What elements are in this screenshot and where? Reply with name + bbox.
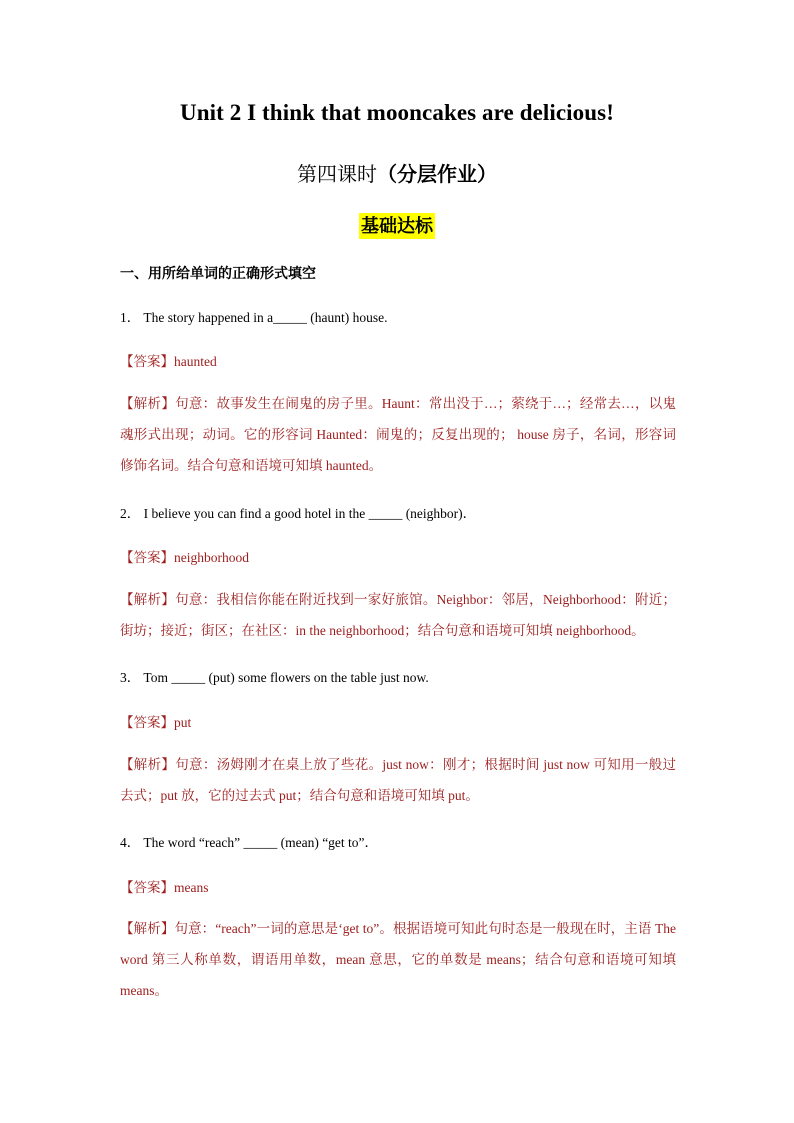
- level-badge-row: [0, 213, 794, 239]
- question-number: 4．: [120, 835, 141, 850]
- answer-blank: _____: [368, 506, 403, 521]
- explanation-label: 【解析】: [120, 921, 175, 936]
- question-number: 1．: [120, 310, 141, 325]
- document-title: Unit 2 I think that mooncakes are delicious!: [180, 100, 614, 125]
- answer-blank: _____: [273, 310, 307, 325]
- lesson-subtitle: [0, 158, 794, 187]
- explanation-label: 【解析】: [120, 757, 176, 772]
- answer-2: [120, 546, 249, 566]
- level-badge: 基础达标: [359, 213, 435, 239]
- question-text-before: The story happened in a: [143, 310, 274, 325]
- answer-value: haunted: [174, 354, 217, 369]
- question-text-after: (put) some flowers on the table just now.: [205, 670, 429, 685]
- question-4: [120, 831, 378, 851]
- explanation-1: [120, 388, 676, 481]
- question-number: 2．: [120, 506, 141, 521]
- explanation-4: [120, 913, 676, 1006]
- question-text-before: I believe you can find a good hotel in the: [143, 506, 369, 521]
- answer-blank: _____: [243, 835, 278, 850]
- question-2: [120, 502, 476, 522]
- answer-value: put: [174, 715, 192, 730]
- section-heading: 一、用所给单词的正确形式填空: [120, 267, 316, 282]
- answer-value: neighborhood: [174, 550, 249, 565]
- question-1: [120, 306, 387, 326]
- question-text-before: Tom: [143, 670, 172, 685]
- answer-label: 【答案】: [120, 715, 174, 730]
- explanation-text: 句意：“reach”一词的意思是‘get to”。根据语境可知此句时态是一般现在时，主语 The word 第三人称单数，谓语用单数，mean 意思，它的单数是 means；结合句意和语境可知填 means。: [120, 921, 677, 998]
- question-text-after: (mean) “get to”．: [277, 835, 379, 850]
- explanation-text: 句意：汤姆刚才在桌上放了些花。just now：刚才；根据时间 just now 可知用一般过去式；put 放，它的过去式 put；结合句意和语境可知填 put。: [120, 757, 677, 803]
- explanation-label: 【解析】: [120, 396, 176, 411]
- answer-label: 【答案】: [120, 550, 174, 565]
- answer-value: means: [174, 880, 209, 895]
- explanation-text: 句意：故事发生在闹鬼的房子里。Haunt：常出没于…；萦绕于…；经常去…，以鬼魂形式出现；动词。它的形容词 Haunted：闹鬼的；反复出现的； house 房子，名词，形容词修饰名词。结合句意和语境可知填 haunted。: [120, 396, 677, 473]
- question-text-after: (neighbor)．: [402, 506, 477, 521]
- answer-3: [120, 711, 191, 731]
- answer-1: [120, 350, 217, 370]
- explanation-2: [120, 584, 676, 646]
- answer-label: 【答案】: [120, 880, 174, 895]
- question-3: [120, 666, 429, 686]
- question-text-after: (haunt) house.: [306, 310, 388, 325]
- question-number: 3．: [120, 670, 141, 685]
- answer-4: [120, 876, 209, 896]
- answer-label: 【答案】: [120, 354, 174, 369]
- subtitle-lesson-number: 第四课时: [297, 164, 377, 186]
- explanation-label: 【解析】: [120, 592, 176, 607]
- subtitle-homework-type: （分层作业）: [377, 164, 497, 186]
- explanation-text: 句意：我相信你能在附近找到一家好旅馆。Neighbor：邻居，Neighborhood：附近；街坊；接近；街区；在社区：in the neighborhood；结合句意和语境可知填 neighborhood。: [120, 592, 677, 638]
- explanation-3: [120, 749, 676, 811]
- question-text-before: The word “reach”: [143, 835, 244, 850]
- answer-blank: _____: [171, 670, 206, 685]
